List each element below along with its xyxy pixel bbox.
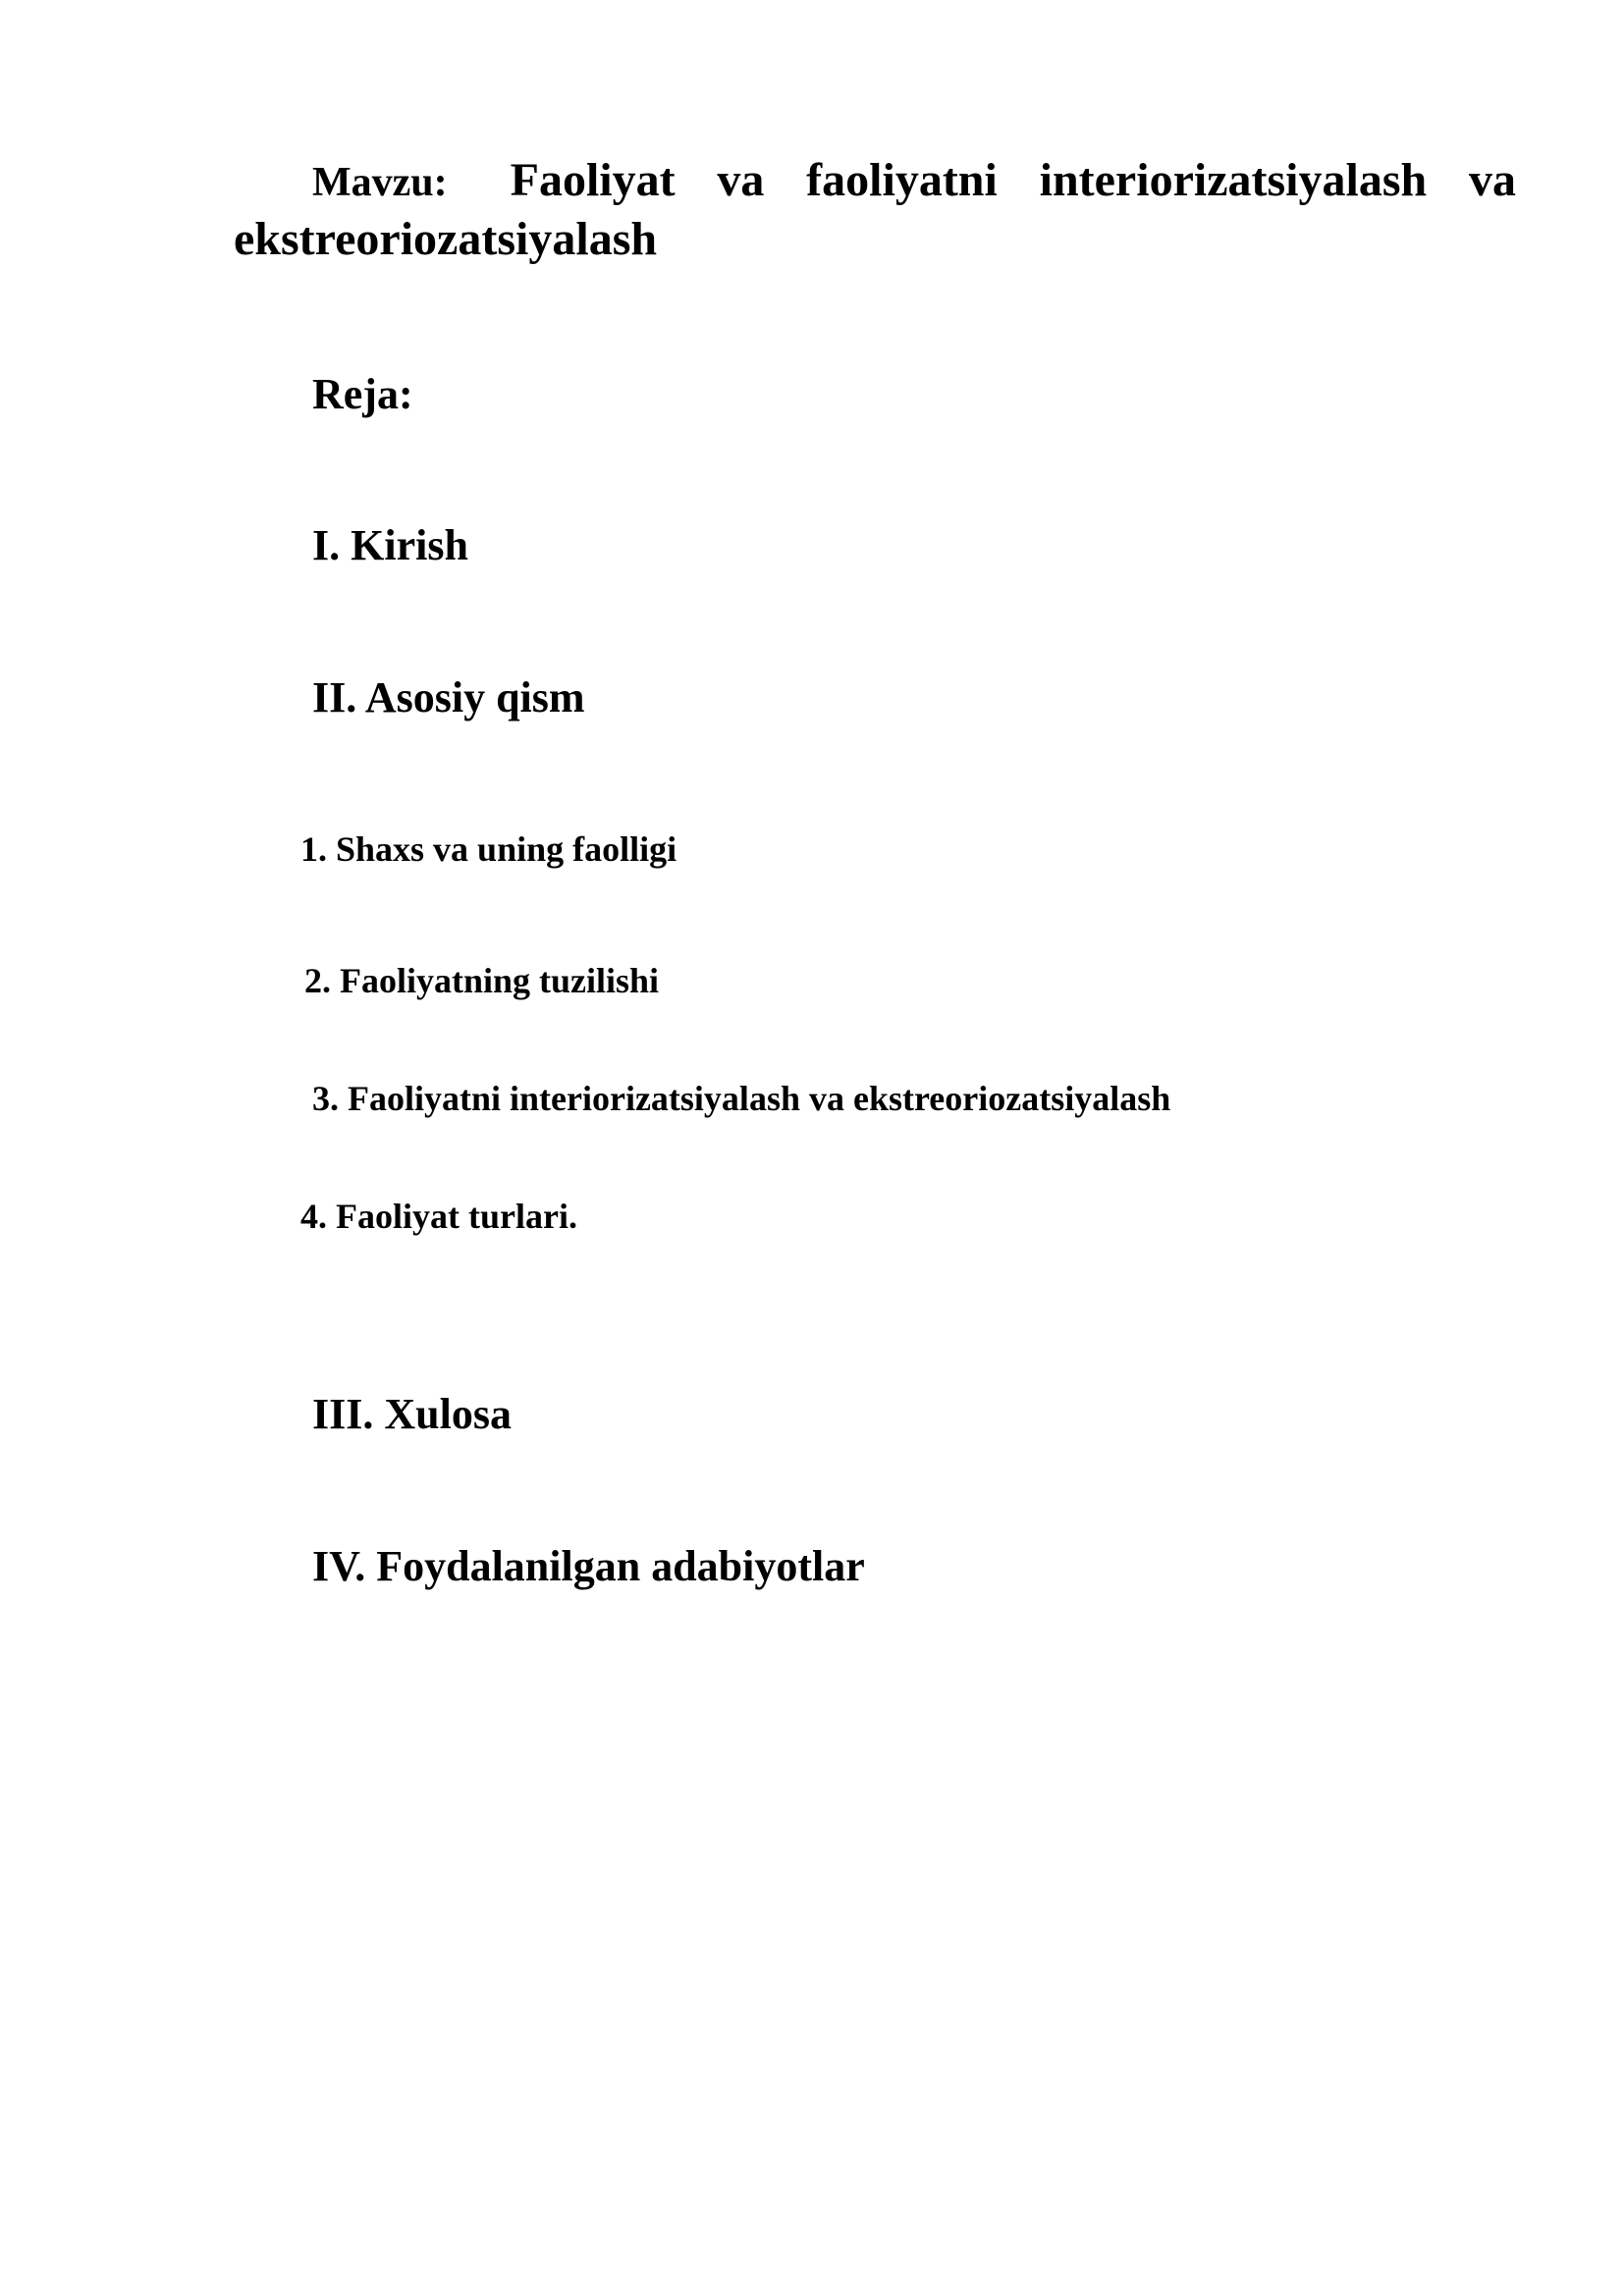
title-label: Mavzu: (312, 160, 448, 205)
section-intro: I. Kirish (312, 521, 468, 569)
section-conclusion: III. Xulosa (312, 1390, 512, 1438)
subsection-3: 3. Faoliyatni interiorizatsiyalash va ekstreoriozatsiyalash (312, 1079, 1171, 1118)
subsection-2: 2. Faoliyatning tuzilishi (304, 961, 660, 1000)
title-text: Faoliyat va faoliyatni interiorizatsiyalash va ekstreoriozatsiyalash (234, 154, 1516, 265)
subsection-1: 1. Shaxs va uning faolligi (300, 829, 677, 869)
document-title (234, 152, 1516, 268)
plan-heading: Reja: (312, 370, 413, 418)
subsection-4: 4. Faoliyat turlari. (300, 1197, 577, 1236)
section-main: II. Asosiy qism (312, 673, 585, 721)
section-references: IV. Foydalanilgan adabiyotlar (312, 1542, 865, 1590)
